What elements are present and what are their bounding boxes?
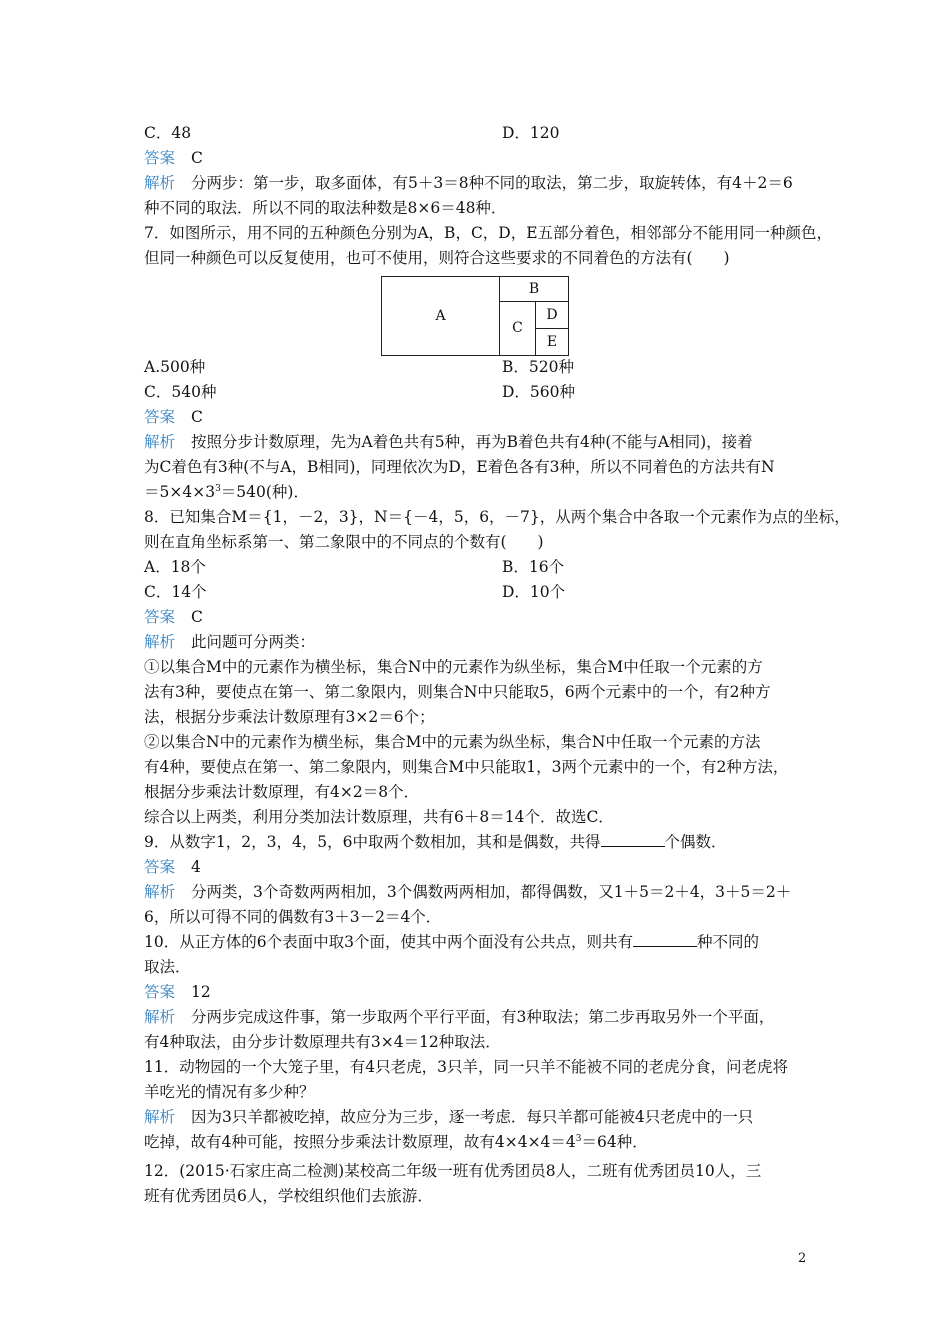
explanation-text bbox=[144, 480, 309, 505]
explanation-text: 种不同的取法．所以不同的取法种数是8×6＝48种． bbox=[144, 199, 507, 217]
answer-line bbox=[144, 146, 203, 171]
question-text: 种不同的 bbox=[696, 933, 759, 951]
question-12-line2: 班有优秀团员6人，学校组织他们去旅游． bbox=[144, 1187, 433, 1205]
answer-label: 答案 bbox=[144, 408, 176, 426]
option-d: D．10个 bbox=[502, 583, 566, 601]
region-a: A bbox=[382, 277, 500, 355]
coloring-diagram bbox=[381, 276, 569, 356]
option-d: D．120 bbox=[502, 124, 560, 142]
explanation-label: 解析 bbox=[144, 883, 176, 901]
explanation-text: 法有3种，要使点在第一、第二象限内，则集合N中只能取5，6两个元素中的一个，有2种方 bbox=[144, 683, 771, 701]
question-7-line2: 但同一种颜色可以反复使用，也可不使用，则符合这些要求的不同着色的方法有( ) bbox=[144, 249, 730, 267]
formula-part: 吃掉，故有4种可能，按照分步乘法计数原理，故有4×4×4＝4 bbox=[144, 1133, 576, 1151]
explanation-line bbox=[144, 630, 315, 655]
question-7-line1: 7．如图所示，用不同的五种颜色分别为A，B，C，D，E五部分着色，相邻部分不能用同一种颜色， bbox=[144, 224, 833, 242]
option-c: C．14个 bbox=[144, 583, 207, 601]
answer-line bbox=[144, 605, 203, 630]
formula-part: ＝64种． bbox=[581, 1133, 648, 1151]
explanation-text: 分两步：第一步，取多面体，有5＋3＝8种不同的取法，第二步，取旋转体，有4＋2＝6 bbox=[191, 174, 793, 192]
question-12-line1: 12．(2015·石家庄高二检测)某校高二年级一班有优秀团员8人，二班有优秀团员10人，三 bbox=[144, 1162, 762, 1180]
question-11-line1: 11．动物园的一个大笼子里，有4只老虎，3只羊，同一只羊不能被不同的老虎分食，问老虎将 bbox=[144, 1058, 788, 1076]
answer-value: C bbox=[191, 149, 203, 167]
explanation-text: 分两类，3个奇数两两相加，3个偶数两两相加，都得偶数，又1＋5＝2＋4，3＋5＝2＋ bbox=[191, 883, 792, 901]
explanation-line bbox=[144, 171, 793, 196]
question-10-line2: 取法． bbox=[144, 958, 191, 976]
explanation-text: 为C着色有3种(不与A，B相同)，同理依次为D，E着色各有3种，所以不同着色的方法共有N bbox=[144, 458, 775, 476]
explanation-text: ②以集合N中的元素作为横坐标，集合M中的元素为纵坐标，集合N中任取一个元素的方法 bbox=[144, 733, 761, 751]
answer-value: 12 bbox=[191, 983, 211, 1001]
answer-line bbox=[144, 405, 203, 430]
answer-line bbox=[144, 855, 201, 880]
question-text: 个偶数． bbox=[664, 833, 727, 851]
region-e: E bbox=[546, 333, 558, 350]
explanation-text: 6，所以可得不同的偶数有3＋3－2＝4个． bbox=[144, 908, 442, 926]
option-b: B．520种 bbox=[502, 358, 574, 376]
answer-label: 答案 bbox=[144, 858, 176, 876]
answer-value: C bbox=[191, 408, 203, 426]
explanation-line bbox=[144, 1005, 774, 1030]
explanation-text: 综合以上两类，利用分类加法计数原理，共有6＋8＝14个．故选C． bbox=[144, 808, 614, 826]
question-11-line2: 羊吃光的情况有多少种？ bbox=[144, 1083, 315, 1101]
answer-line bbox=[144, 980, 211, 1005]
explanation-text: 因为3只羊都被吃掉，故应分为三步，逐一考虑．每只羊都可能被4只老虎中的一只 bbox=[191, 1108, 754, 1126]
option-c: C．540种 bbox=[144, 383, 217, 401]
explanation-label: 解析 bbox=[144, 174, 176, 192]
answer-label: 答案 bbox=[144, 149, 176, 167]
fill-blank bbox=[633, 930, 697, 947]
explanation-label: 解析 bbox=[144, 1008, 176, 1026]
region-d: D bbox=[536, 302, 568, 329]
explanation-text: 根据分步乘法计数原理，有4×2＝8个． bbox=[144, 783, 420, 801]
formula-part: ＝5×4×3 bbox=[144, 483, 216, 501]
page-number: 2 bbox=[798, 1251, 807, 1266]
exponent: 3 bbox=[215, 483, 221, 494]
question-text: 10．从正方体的6个表面中取3个面，使其中两个面没有公共点，则共有 bbox=[144, 933, 633, 951]
answer-label: 答案 bbox=[144, 983, 176, 1001]
answer-value: 4 bbox=[191, 858, 201, 876]
explanation-line bbox=[144, 880, 791, 905]
explanation-line bbox=[144, 1105, 753, 1130]
answer-value: C bbox=[191, 608, 203, 626]
fill-blank bbox=[601, 830, 665, 847]
explanation-text: 有4种，要使点在第一、第二象限内，则集合M中只能取1，3两个元素中的一个，有2种方法， bbox=[144, 758, 789, 776]
question-9 bbox=[144, 830, 727, 855]
answer-label: 答案 bbox=[144, 608, 176, 626]
question-8-line1: 8．已知集合M＝{1，－2，3}，N＝{－4，5，6，－7}，从两个集合中各取一个元素作为点的坐标， bbox=[144, 508, 850, 526]
explanation-line bbox=[144, 430, 753, 455]
explanation-label: 解析 bbox=[144, 633, 176, 651]
explanation-text: ①以集合M中的元素作为横坐标，集合N中的元素作为纵坐标，集合M中任取一个元素的方 bbox=[144, 658, 763, 676]
region-b: B bbox=[500, 277, 568, 302]
explanation-label: 解析 bbox=[144, 433, 176, 451]
explanation-text bbox=[144, 1130, 648, 1155]
explanation-text: 此问题可分两类： bbox=[191, 633, 316, 651]
option-c: C．48 bbox=[144, 124, 192, 142]
explanation-text: 法，根据分步乘法计数原理有3×2＝6个； bbox=[144, 708, 435, 726]
option-b: B．16个 bbox=[502, 558, 565, 576]
option-d: D．560种 bbox=[502, 383, 576, 401]
region-c: C bbox=[500, 302, 536, 355]
question-10-line1 bbox=[144, 930, 759, 955]
explanation-text: 有4种取法，由分步计数原理共有3×4＝12种取法． bbox=[144, 1033, 501, 1051]
exponent: 3 bbox=[575, 1133, 582, 1144]
explanation-text: 分两步完成这件事，第一步取两个平行平面，有3种取法；第二步再取另外一个平面， bbox=[191, 1008, 775, 1026]
explanation-label: 解析 bbox=[144, 1108, 176, 1126]
question-8-line2: 则在直角坐标系第一、第二象限中的不同点的个数有( ) bbox=[144, 533, 544, 551]
option-a: A．18个 bbox=[144, 558, 206, 576]
explanation-text: 按照分步计数原理，先为A着色共有5种，再为B着色共有4种(不能与A相同)，接着 bbox=[191, 433, 753, 451]
question-text: 9．从数字1，2，3，4，5，6中取两个数相加，其和是偶数，共得 bbox=[144, 833, 601, 851]
formula-part: ＝540(种)． bbox=[220, 483, 309, 501]
option-a: A.500种 bbox=[144, 358, 206, 376]
